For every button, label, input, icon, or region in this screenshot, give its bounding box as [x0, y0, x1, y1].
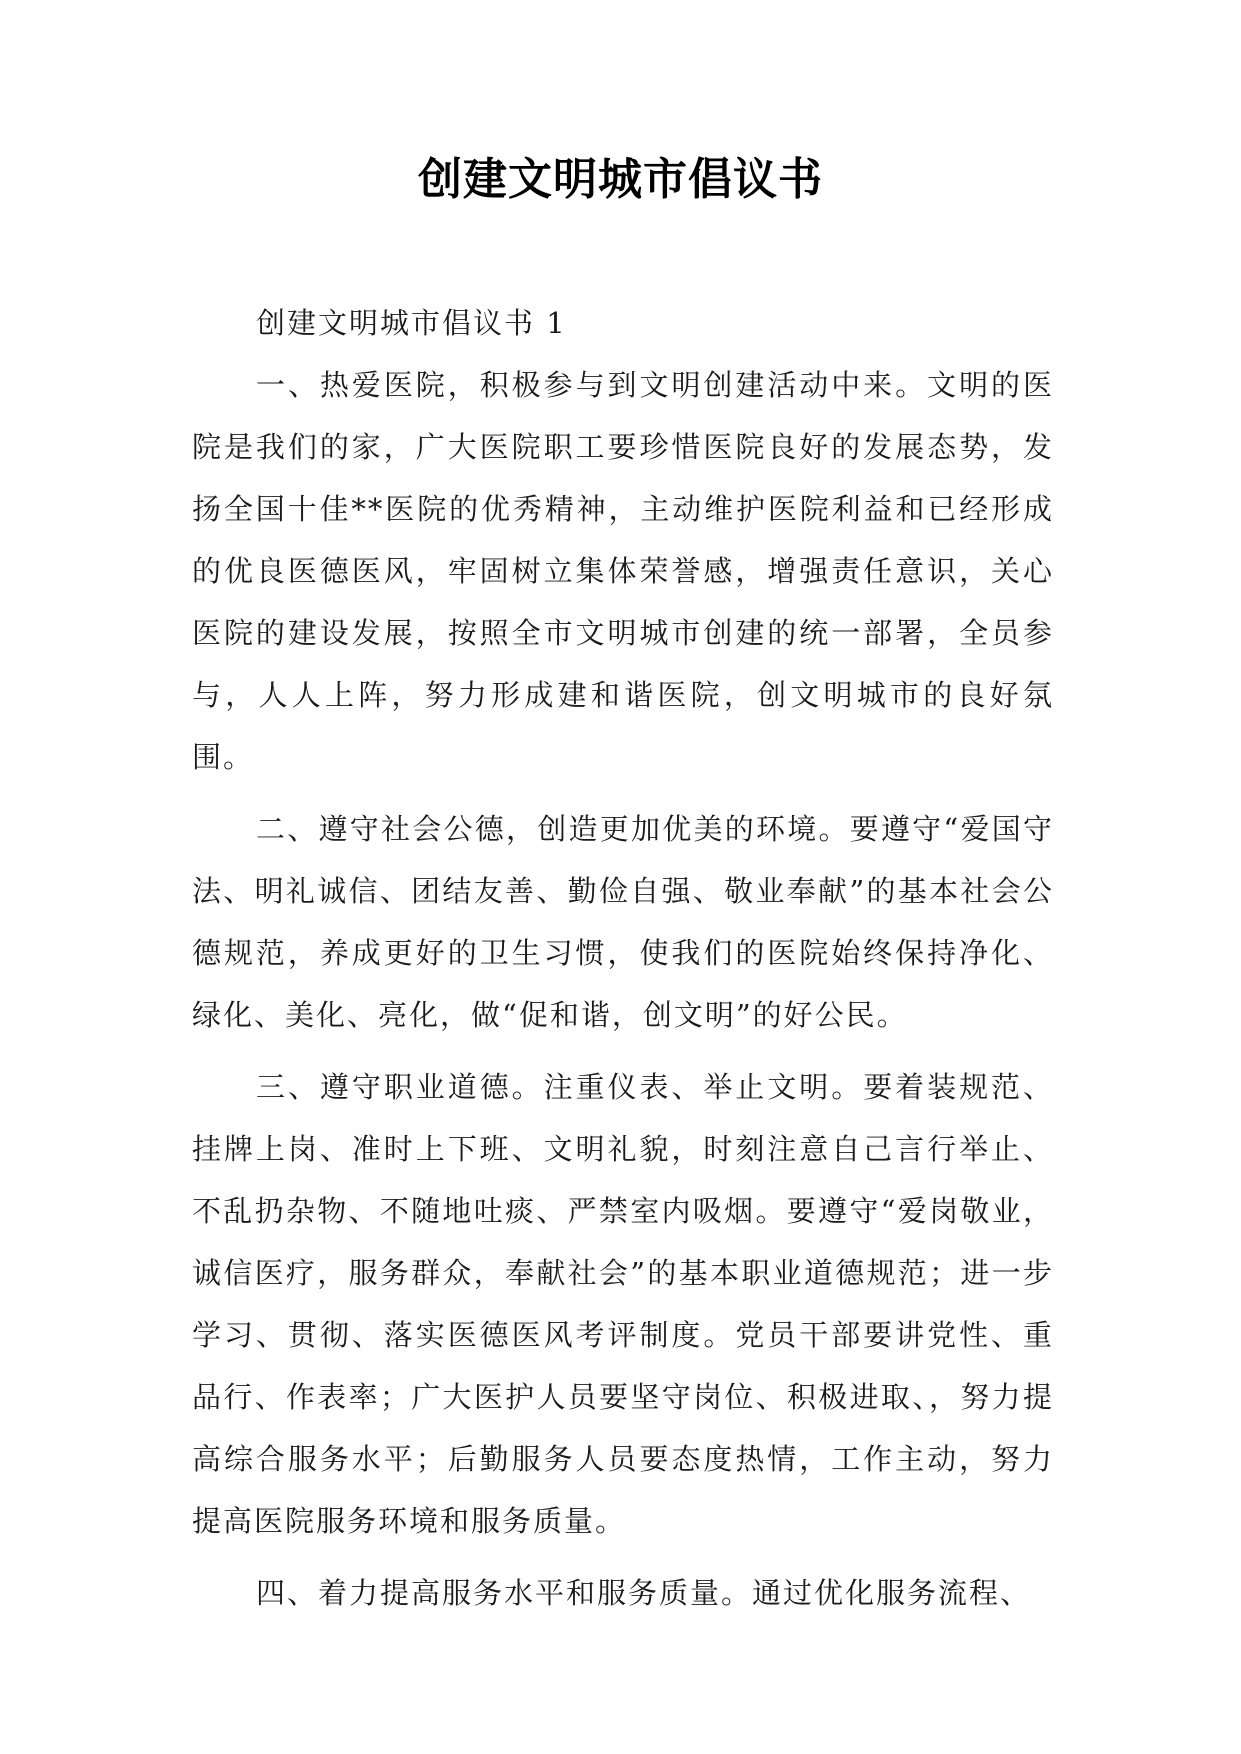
paragraph-2: 二、遵守社会公德，创造更加优美的环境。要遵守“爱国守法、明礼诚信、团结友善、勤俭自强、敬业奉献”的基本社会公德规范，养成更好的卫生习惯，使我们的医院始终保持净化、绿化、美化、亮化，做“促和谐，创文明”的好公民。 [192, 812, 1054, 1032]
document-subtitle: 创建文明城市倡议书 1 [256, 306, 567, 340]
paragraph-gap [192, 1046, 1054, 1056]
paragraph-1: 一、热爱医院，积极参与到文明创建活动中来。文明的医院是我们的家，广大医院职工要珍惜医院良好的发展态势，发扬全国十佳**医院的优秀精神，主动维护医院利益和已经形成的优良医德医风，牢固树立集体荣誉感，增强责任意识，关心医院的建设发展，按照全市文明城市创建的统一部署，全员参与，人人上阵，努力形成建和谐医院，创文明城市的良好氛围。 [192, 368, 1054, 774]
document-title: 创建文明城市倡议书 [418, 154, 823, 205]
paragraph-4: 四、着力提高服务水平和服务质量。通过优化服务流程、 [256, 1576, 1032, 1610]
paragraph-gap [192, 1552, 1054, 1562]
paragraph-gap [192, 788, 1054, 798]
document-body [192, 292, 1054, 1624]
paragraph-3: 三、遵守职业道德。注重仪表、举止文明。要着装规范、挂牌上岗、准时上下班、文明礼貌，时刻注意自己言行举止、不乱扔杂物、不随地吐痰、严禁室内吸烟。要遵守“爱岗敬业，诚信医疗，服务群众，奉献社会”的基本职业道德规范；进一步学习、贯彻、落实医德医风考评制度。党员干部要讲党性、重品行、作表率；广大医护人员要坚守岗位、积极进取、，努力提高综合服务水平；后勤服务人员要态度热情，工作主动，努力提高医院服务环境和服务质量。 [192, 1070, 1054, 1538]
